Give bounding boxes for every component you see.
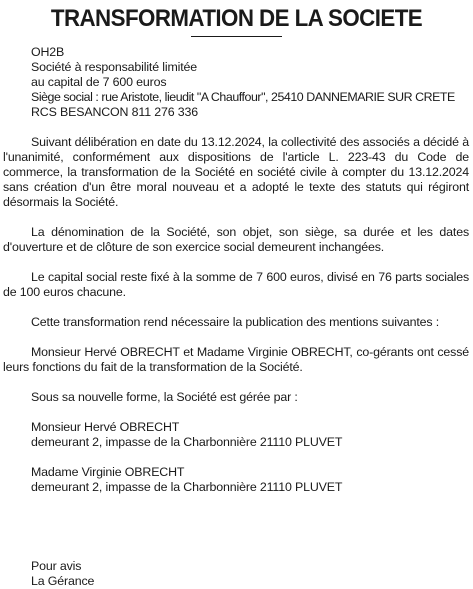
manager-name: Madame Virginie OBRECHT (31, 465, 185, 479)
manager-address: demeurant 2, impasse de la Charbonnière 21110 PLUVET (31, 435, 343, 449)
manager-address: demeurant 2, impasse de la Charbonnière 21110 PLUVET (31, 480, 343, 494)
company-capital: au capital de 7 600 euros (31, 75, 167, 89)
notice-body (3, 45, 469, 589)
company-rcs: RCS BESANCON 811 276 336 (31, 105, 198, 119)
paragraph-new-form: Sous sa nouvelle forme, la Société est gérée par : (31, 390, 298, 404)
paragraph-denomination: La dénomination de la Société, son objet, son siège, sa durée et les dates d'ouverture et de clôture de son exercice social demeurent inchangées. (3, 225, 469, 254)
notice-title: TRANSFORMATION DE LA SOCIETE (50, 5, 423, 32)
manager-name: Monsieur Hervé OBRECHT (31, 420, 180, 434)
paragraph-capital: Le capital social reste fixé à la somme de 7 600 euros, divisé en 76 parts sociales de 100 euros chacune. (3, 270, 469, 299)
company-seat: Siège social : rue Aristote, lieudit "A Chauffour", 25410 DANNEMARIE SUR CRETE (31, 90, 455, 104)
company-form: Société à responsabilité limitée (31, 60, 198, 74)
paragraph-cessation: Monsieur Hervé OBRECHT et Madame Virginie OBRECHT, co-gérants ont cessé leurs fonctions du fait de la transformation de la Société. (3, 345, 469, 374)
closing-signatory: La Gérance (31, 574, 95, 588)
closing-for-notice: Pour avis (31, 559, 82, 573)
title-underline (191, 36, 282, 37)
paragraph-publication: Cette transformation rend nécessaire la publication des mentions suivantes : (31, 315, 440, 329)
paragraph-deliberation: Suivant délibération en date du 13.12.2024, la collectivité des associés a décidé à l'unanimité, conformément aux dispositions de l'article L. 223-43 du Code de commerce, la transformation de la Société en société civile à compter du 13.12.2024 sans création d'un être moral nouveau et a adopté le texte des statuts qui régiront désormais la Société. (3, 135, 469, 209)
company-name: OH2B (31, 45, 65, 59)
